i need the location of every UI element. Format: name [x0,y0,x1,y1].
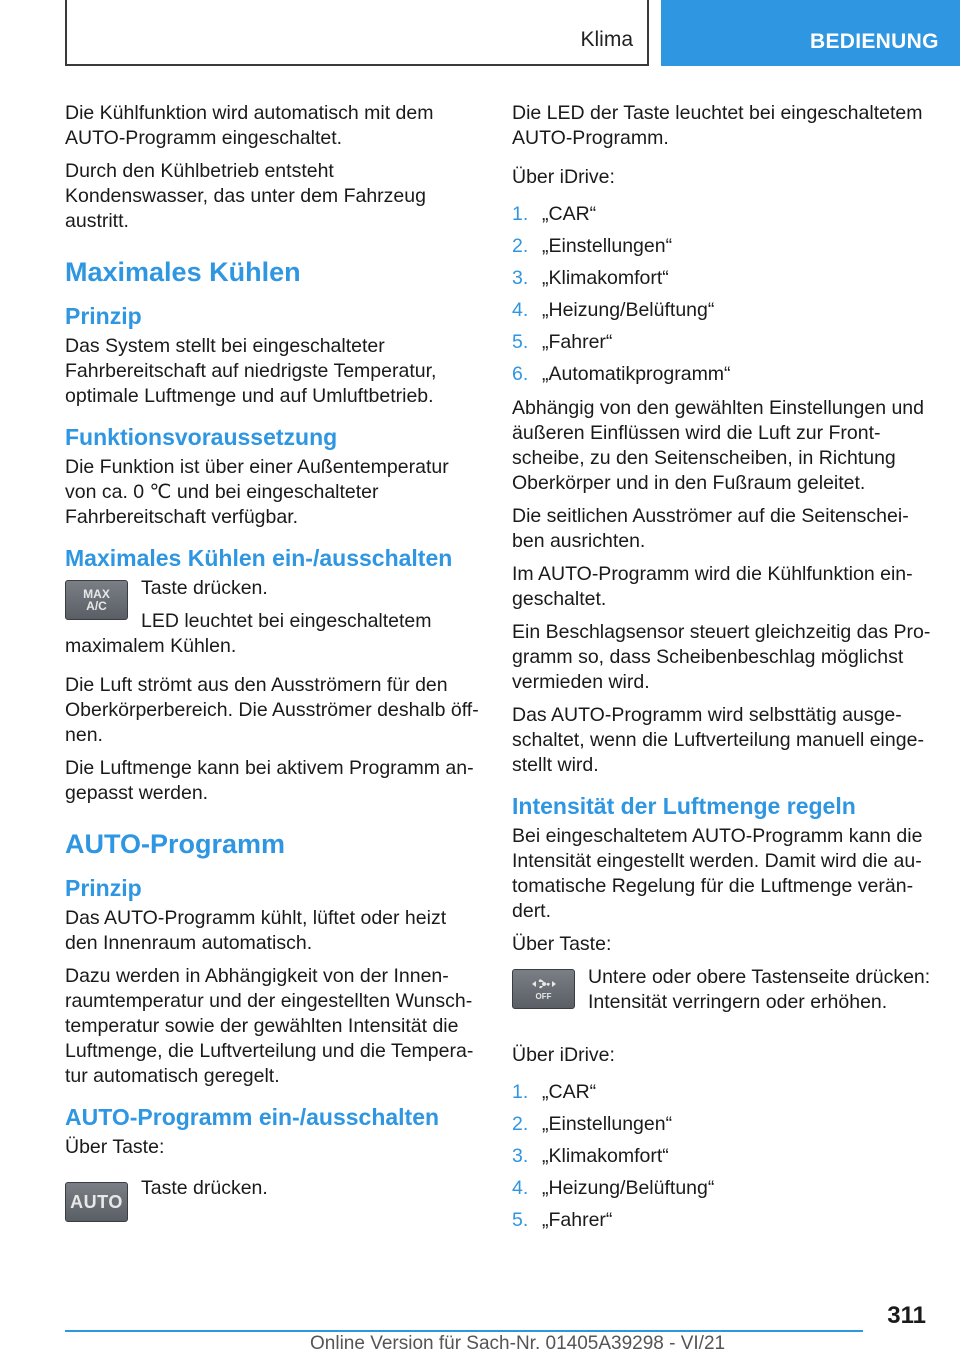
list-item [512,1172,932,1204]
paragraph: Die Luft strömt aus den Ausströmern für den Oberkörperbereich. Die Ausströmer deshalb öffnen. [65,674,479,746]
auto-instruction [65,1168,480,1238]
list-item [512,262,932,294]
page-number: 311 [887,1302,926,1329]
step-text: „CAR“ [542,1081,597,1103]
paragraph: Bei eingeschaltetem AUTO-Programm kann die Intensität eingestellt werden. Damit wird die automatische Regelung für die Luftmenge verändert. [512,825,923,922]
heading-auto-switch: AUTO-Programm ein-/ausschalten [65,1104,440,1130]
paragraph: LED leuchtet bei eingeschaltetem maximalem Kühlen. [65,610,432,657]
paragraph: Über Taste: [512,933,612,955]
heading-maximales-kuehlen: Maximales Kühlen [65,257,301,287]
step-number: 3. [512,267,529,289]
fan-intensity-button-icon: OFF [512,969,575,1009]
fan-instruction [512,965,932,1035]
footer-divider [65,1330,863,1332]
paragraph: Über iDrive: [512,166,615,188]
step-number: 1. [512,1081,529,1103]
paragraph: Das AUTO-Programm kühlt, lüftet oder heizt den Innenraum automatisch. [65,907,447,954]
list-item [512,294,932,326]
step-number: 5. [512,331,529,353]
paragraph: Die LED der Taste leuchtet bei eingeschaltetem AUTO-Programm. [512,102,923,149]
heading-max-kuehlen-switch: Maximales Kühlen ein-/ausschalten [65,545,453,571]
step-number: 2. [512,1113,529,1135]
paragraph: Über Taste: [65,1136,165,1158]
left-column [65,101,480,1246]
paragraph: Taste drücken. [141,577,268,599]
heading-auto-programm: AUTO-Programm [65,829,286,859]
paragraph: Durch den Kühlbetrieb entsteht Kondenswasser, das unter dem Fahrzeug austritt. [65,160,426,232]
footer-online-version: Online Version für Sach-Nr. 01405A39298 - VI/21 [310,1333,726,1354]
step-text: „Einstellungen“ [542,235,673,257]
step-text: „Klimakomfort“ [542,1145,669,1167]
list-item [512,198,932,230]
step-text: „Einstellungen“ [542,1113,673,1135]
paragraph: Abhängig von den gewählten Einstellungen und äußeren Einflüssen wird die Luft zur Frontscheibe, zu den Seitenscheiben, in Richtung Oberkörper und in den Fußraum geleitet. [512,397,924,494]
paragraph: Dazu werden in Abhängigkeit von der Innenraumtemperatur und der eingestellten Wunschtemperatur sowie der gewählten Intensität die Luftmenge, die Luftverteilung und die Temperatur automatisch geregelt. [65,965,474,1087]
step-text: „CAR“ [542,203,597,225]
section-title: BEDIENUNG [810,30,939,53]
max-ac-button-icon: MAX A/C [65,580,128,620]
list-item [512,1204,932,1236]
step-text: „Fahrer“ [542,1209,613,1231]
step-text: „Heizung/Belüftung“ [542,1177,715,1199]
list-item [512,358,932,390]
fan-icon [529,977,559,991]
step-number: 3. [512,1145,529,1167]
list-item [512,1076,932,1108]
maxac-instruction [65,576,480,659]
header-chapter-box [65,0,649,66]
paragraph: Die Luftmenge kann bei aktivem Programm angepasst werden. [65,757,474,804]
chapter-title: Klima [580,28,633,51]
paragraph: Im AUTO-Programm wird die Kühlfunktion eingeschaltet. [512,563,913,610]
right-column [512,101,932,1242]
idrive-steps-list [512,198,932,390]
step-number: 5. [512,1209,529,1231]
step-number: 2. [512,235,529,257]
heading-funktionsvoraussetzung: Funktionsvoraussetzung [65,424,338,450]
list-item [512,230,932,262]
step-text: „Fahrer“ [542,331,613,353]
step-text: „Klimakomfort“ [542,267,669,289]
heading-prinzip: Prinzip [65,875,142,901]
paragraph: Die seitlichen Ausströmer auf die Seitenscheiben ausrichten. [512,505,909,552]
paragraph: Ein Beschlagsensor steuert gleichzeitig das Programm so, dass Scheibenbeschlag möglichst vermieden wird. [512,621,931,693]
step-number: 4. [512,299,529,321]
header-section-box [661,0,960,66]
paragraph: Untere oder obere Tastenseite drücken: Intensität verringern oder erhöhen. [588,966,931,1013]
auto-button-icon: AUTO [65,1182,128,1222]
step-text: „Heizung/Belüftung“ [542,299,715,321]
step-number: 1. [512,203,529,225]
paragraph: Die Kühlfunktion wird automatisch mit dem AUTO-Programm eingeschaltet. [65,102,434,149]
heading-prinzip: Prinzip [65,303,142,329]
paragraph: Das AUTO-Programm wird selbsttätig ausgeschaltet, wenn die Luftverteilung manuell eingestellt wird. [512,704,924,776]
list-item [512,1140,932,1172]
paragraph: Über iDrive: [512,1044,615,1066]
paragraph: Taste drücken. [141,1177,268,1199]
step-text: „Automatikprogramm“ [542,363,731,385]
step-number: 4. [512,1177,529,1199]
step-number: 6. [512,363,529,385]
paragraph: Die Funktion ist über einer Außentemperatur von ca. 0 ℃ und bei eingeschalteter Fahrbereitschaft verfügbar. [65,456,449,528]
list-item [512,326,932,358]
heading-intensitaet: Intensität der Luftmenge regeln [512,793,856,819]
idrive-steps-list [512,1076,932,1236]
paragraph: Das System stellt bei eingeschalteter Fahrbereitschaft auf niedrigste Temperatur, optimale Luftmenge und auf Umluftbetrieb. [65,335,437,407]
list-item [512,1108,932,1140]
